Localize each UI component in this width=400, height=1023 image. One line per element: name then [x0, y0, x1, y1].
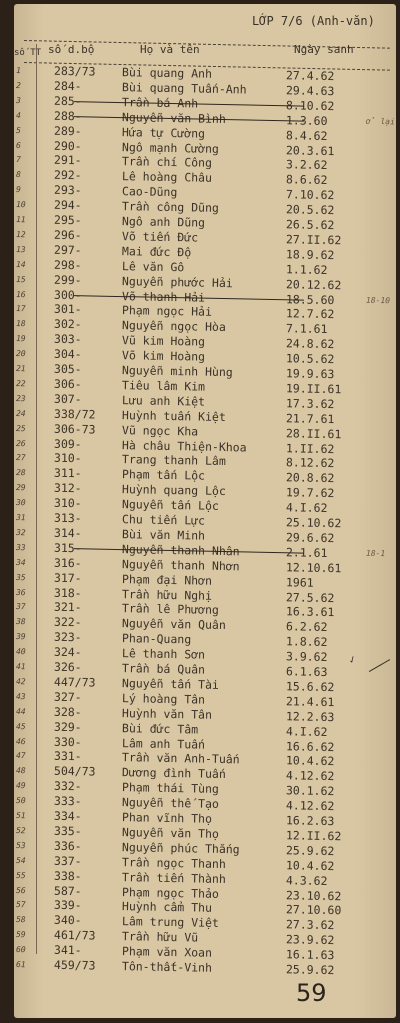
student-name: Mai đức Độ [121, 243, 192, 260]
row-number: 40 [15, 647, 26, 657]
registry-number: 335- [53, 823, 82, 839]
birth-date: 17.3.62 [285, 396, 335, 411]
registry-number: 301- [53, 302, 82, 317]
row-number: 47 [15, 751, 26, 761]
registry-number: 332- [53, 778, 82, 794]
student-name: Nguyễn văn Quân [121, 616, 226, 633]
registry-number: 326- [53, 659, 82, 675]
row-number: 22 [15, 378, 26, 389]
student-name: Hà châu Thiện-Khoa [121, 437, 247, 454]
row-number: 61 [15, 960, 26, 970]
registry-number: 309- [53, 436, 82, 451]
registry-number: 322- [53, 615, 82, 630]
birth-date: 28.II.61 [285, 425, 342, 441]
student-name: Phan-Quang [121, 631, 192, 647]
row-number: 21 [15, 364, 26, 374]
student-name: Phạm ngọc Hải [121, 303, 213, 320]
registry-number: 288- [53, 108, 82, 123]
student-name: Tiêu lâm Kim [121, 377, 206, 394]
registry-number: 299- [53, 272, 82, 287]
registry-number: 306-73 [53, 421, 96, 437]
row-number: 58 [15, 915, 26, 925]
class-roster-page [14, 4, 396, 1018]
student-name: Trần bá Anh [121, 94, 199, 111]
student-name: Huỳnh cẩm Thu [121, 899, 213, 916]
student-name: Lâm anh Tuấn [121, 735, 206, 752]
row-number: 49 [15, 781, 26, 791]
row-number: 16 [15, 289, 26, 299]
student-name: Lâm trung Việt [121, 914, 220, 931]
row-number: 36 [15, 587, 26, 597]
birth-date: 27.4.62 [285, 68, 335, 84]
registry-number: 303- [53, 331, 82, 347]
birth-date: 27.5.62 [285, 589, 335, 605]
student-name: Nguyễn tấn Tài [121, 675, 220, 692]
row-number: 41 [15, 662, 26, 672]
row-number: 48 [15, 766, 26, 776]
birth-date: 27.II.62 [285, 232, 342, 248]
registry-number: 333- [53, 793, 82, 809]
row-number: 34 [15, 557, 26, 567]
registry-number: 334- [53, 808, 82, 824]
student-name: Lý hoàng Tân [121, 690, 206, 707]
student-name: Huỳnh quang Lộc [121, 482, 226, 499]
registry-number: 285- [53, 93, 82, 109]
student-name: Bùi đức Tâm [121, 720, 199, 737]
registry-number: 323- [53, 629, 82, 645]
row-number: 15 [15, 274, 26, 284]
birth-date: 4.I.62 [285, 723, 328, 739]
student-name: Nguyễn tấn Lộc [121, 497, 220, 514]
row-number: 17 [15, 304, 26, 314]
birth-date: 23.10.62 [285, 887, 342, 903]
row-number: 27 [15, 453, 26, 463]
birth-date: 21.7.61 [285, 410, 335, 426]
birth-date: 27.3.62 [285, 917, 335, 933]
birth-date: 27.10.60 [285, 902, 342, 918]
column-header-so-dbo: số d.bộ [48, 43, 95, 56]
registry-number: 302- [53, 317, 82, 332]
registry-number: 305- [53, 361, 82, 377]
row-number: 2 [15, 80, 21, 91]
handwritten-tick-mark: ✓ [346, 652, 359, 667]
registry-number: 310- [53, 495, 82, 511]
birth-date: 20.5.62 [285, 202, 335, 218]
row-number: 6 [15, 140, 21, 150]
registry-number: 298- [53, 257, 82, 272]
registry-number: 338- [53, 868, 82, 883]
row-number: 10 [15, 200, 26, 210]
birth-date: 29.6.62 [285, 530, 335, 546]
registry-number: 324- [53, 644, 82, 660]
student-name: Tôn-thất-Vinh [121, 959, 213, 975]
birth-date: 6.1.63 [285, 664, 328, 680]
row-number: 55 [15, 870, 26, 880]
student-name: Nguyễn thanh Nhơn [121, 556, 240, 574]
row-number: 28 [15, 468, 26, 478]
birth-date: 25.9.62 [285, 962, 335, 978]
student-name: Phạm đại Nhơn [121, 571, 213, 588]
student-name: Lê thanh Sơn [121, 646, 206, 662]
registry-number: 293- [53, 182, 82, 198]
student-name: Huỳnh văn Tân [121, 705, 213, 722]
student-name: Nguyễn thế Tạo [121, 795, 220, 812]
row-number: 39 [15, 632, 26, 642]
student-name: Trần tiến Thành [121, 869, 226, 886]
birth-date: 16.6.62 [285, 738, 335, 754]
student-name: Nguyễn phúc Thắng [121, 839, 240, 857]
student-name: Võ thanh Hải [121, 288, 206, 305]
registry-number: 306- [53, 376, 82, 392]
birth-date: 19.9.63 [285, 366, 335, 382]
registry-number: 296- [53, 227, 82, 243]
row-number: 50 [15, 796, 26, 806]
student-name: Trần văn Anh-Tuấn [121, 750, 240, 767]
row-number: 30 [15, 498, 26, 508]
student-name: Phạm ngọc Thảo [121, 884, 220, 901]
row-number: 5 [15, 125, 21, 135]
registry-number: 338/72 [53, 406, 96, 422]
birth-date: 10.5.62 [285, 351, 335, 367]
registry-number: 315- [53, 540, 82, 556]
row-number: 18 [15, 319, 26, 329]
row-number: 42 [15, 676, 26, 687]
student-name: Nguyễn ngọc Hòa [121, 318, 226, 335]
student-name: Lưu anh Kiệt [121, 392, 206, 409]
birth-date: 3.2.62 [285, 157, 328, 173]
column-header-ho-ten: Họ và tên [140, 43, 200, 56]
registry-number: 321- [53, 600, 82, 615]
row-number: 3 [15, 95, 21, 105]
student-name: Nguyễn văn Bình [121, 109, 226, 126]
birth-date: 25.10.62 [285, 515, 342, 531]
row-number: 7 [15, 155, 21, 165]
birth-date: 8.12.62 [285, 455, 335, 471]
row-number: 13 [15, 244, 26, 255]
row-number: 59 [15, 930, 26, 940]
student-name: Võ tiến Đức [121, 228, 199, 245]
registry-number: 459/73 [53, 957, 96, 973]
birth-date: 8.10.62 [285, 98, 335, 113]
birth-date: 20.8.62 [285, 470, 335, 486]
page-title: LỚP 7/6 (Anh-văn) [252, 14, 375, 28]
birth-date: 26.5.62 [285, 217, 335, 233]
student-name: Ngô mạnh Cường [121, 139, 220, 156]
birth-date: 19.7.62 [285, 485, 335, 501]
row-number: 44 [15, 706, 26, 716]
column-header-stt: số TT [14, 48, 42, 58]
row-number: 9 [15, 185, 21, 195]
registry-number: 284- [53, 78, 82, 94]
birth-date: 1.3.60 [285, 112, 328, 128]
registry-number: 336- [53, 838, 82, 854]
birth-date: 20.3.61 [285, 142, 335, 158]
registry-number: 316- [53, 555, 82, 570]
row-number: 37 [15, 602, 26, 612]
page-number: 59 [296, 979, 327, 1007]
birth-date: 12.2.63 [285, 708, 335, 724]
registry-number: 331- [53, 749, 82, 764]
student-name: Trần bá Quân [121, 661, 206, 677]
column-header-ngay-sanh: Ngày sanh [294, 43, 354, 56]
student-name: Phạm tấn Lộc [121, 467, 206, 483]
student-name: Võ kim Hoàng [121, 348, 206, 364]
registry-number: 313- [53, 510, 82, 526]
row-number: 29 [15, 483, 26, 493]
row-number: 33 [15, 542, 26, 553]
registry-number: 341- [53, 942, 82, 958]
registry-number: 328- [53, 704, 82, 719]
row-number: 35 [15, 572, 26, 582]
registry-number: 291- [53, 153, 82, 168]
student-name: Phan vĩnh Thọ [121, 810, 213, 826]
registry-number: 337- [53, 853, 82, 868]
registry-number: 340- [53, 913, 82, 928]
student-name: Vũ ngọc Kha [121, 422, 199, 439]
registry-number: 289- [53, 123, 82, 138]
birth-date: 16.2.63 [285, 813, 335, 829]
student-name: Dương đình Tuấn [121, 765, 226, 782]
row-number: 52 [15, 825, 26, 836]
registry-number: 318- [53, 585, 82, 600]
birth-date: 1961 [285, 574, 314, 590]
student-name: Hứa tự Cường [121, 124, 206, 141]
row-number: 38 [15, 617, 26, 627]
student-name: Trần ngọc Thanh [121, 854, 226, 871]
registry-number: 300- [53, 287, 82, 302]
registry-number: 587- [53, 883, 82, 898]
margin-note: 18-10 [365, 295, 391, 305]
row-number: 14 [15, 259, 26, 269]
birth-date: 4.12.62 [285, 798, 335, 814]
margin-note: ở lại [365, 116, 395, 126]
student-name: Bùi quang Anh [121, 65, 213, 81]
registry-number: 310- [53, 451, 82, 466]
birth-date: 20.12.62 [285, 276, 342, 292]
row-number: 51 [15, 811, 26, 821]
student-name: Huỳnh tuấn Kiệt [121, 407, 226, 424]
birth-date: 29.4.63 [285, 83, 335, 99]
birth-date: 4.12.62 [285, 768, 335, 784]
birth-date: 12.7.62 [285, 306, 335, 322]
birth-date: 18.9.62 [285, 247, 335, 262]
birth-date: 3.9.62 [285, 649, 328, 665]
registry-number: 461/73 [53, 927, 96, 943]
student-name: Trần hữu Vũ [121, 929, 199, 945]
row-number: 1 [15, 66, 21, 76]
registry-number: 311- [53, 466, 82, 481]
row-number: 46 [15, 736, 26, 746]
birth-date: 6.2.62 [285, 619, 328, 635]
registry-number: 292- [53, 168, 82, 183]
registry-number: 504/73 [53, 764, 96, 779]
birth-date: 16.1.63 [285, 947, 335, 963]
row-number: 11 [15, 215, 26, 225]
student-name: Trần hữu Nghị [121, 586, 213, 603]
birth-date: 2.1.61 [285, 545, 328, 560]
birth-date: 8.6.62 [285, 172, 328, 188]
student-name: Cao-Dũng [121, 184, 178, 200]
birth-date: 24.8.62 [285, 336, 335, 352]
registry-number: 290- [53, 138, 82, 153]
registry-number: 297- [53, 242, 82, 258]
student-name: Trần chí Công [121, 154, 213, 171]
birth-date: 10.4.62 [285, 753, 335, 769]
birth-date: 25.9.62 [285, 843, 335, 858]
row-number: 19 [15, 334, 26, 344]
birth-date: 21.4.61 [285, 694, 335, 709]
row-number: 8 [15, 170, 21, 180]
student-name: Nguyễn thanh Nhân [121, 541, 240, 559]
student-name: Bùi văn Minh [121, 526, 206, 543]
registry-number: 304- [53, 346, 82, 362]
row-number: 31 [15, 513, 26, 523]
student-name: Trần lê Phương [121, 601, 220, 618]
student-name: Trang thanh Lâm [121, 452, 226, 469]
row-number: 24 [15, 408, 26, 418]
student-name: Trần công Dũng [121, 199, 220, 216]
student-name: Lê văn Gô [121, 258, 185, 274]
row-number: 23 [15, 393, 26, 404]
birth-date: 23.9.62 [285, 932, 335, 948]
registry-number: 330- [53, 734, 82, 749]
birth-date: 19.II.61 [285, 381, 342, 397]
student-name: Nguyễn văn Thọ [121, 824, 220, 841]
student-name: Lê hoàng Châu [121, 169, 213, 186]
registry-number: 317- [53, 570, 82, 585]
registry-number: 312- [53, 480, 82, 496]
birth-date: 4.I.62 [285, 500, 328, 516]
student-name: Vũ kim Hoàng [121, 333, 206, 349]
student-name: Nguyễn phước Hải [121, 273, 233, 290]
registry-number: 294- [53, 197, 82, 213]
birth-date: 15.6.62 [285, 679, 335, 695]
row-number: 32 [15, 527, 26, 538]
student-name: Phạm văn Xoan [121, 944, 213, 960]
row-number: 60 [15, 945, 26, 955]
registry-number: 314- [53, 525, 82, 541]
birth-date: 12.10.61 [285, 559, 342, 575]
row-number: 53 [15, 840, 26, 851]
birth-date: 16.3.61 [285, 604, 335, 620]
birth-date: 10.4.62 [285, 857, 335, 873]
birth-date: 30.1.62 [285, 783, 335, 799]
student-name: Ngô anh Dũng [121, 214, 206, 230]
registry-number: 329- [53, 719, 82, 734]
row-number: 43 [15, 691, 26, 702]
student-name: Nguyễn minh Hùng [121, 363, 233, 380]
student-name: Bùi quang Tuấn-Anh [121, 79, 247, 97]
registry-number: 307- [53, 391, 82, 407]
student-name: Phạm thái Tùng [121, 780, 220, 797]
birth-date: 18.5.60 [285, 291, 335, 307]
birth-date: 12.II.62 [285, 828, 342, 844]
student-name: Chu tiến Lực [121, 512, 206, 528]
row-number: 45 [15, 721, 26, 731]
margin-note: 18-1 [365, 548, 386, 558]
row-number: 4 [15, 110, 21, 120]
registry-number: 295- [53, 212, 82, 228]
birth-date: 1.1.62 [285, 261, 328, 277]
row-number: 20 [15, 349, 26, 359]
row-number: 57 [15, 900, 26, 910]
birth-date: 4.3.62 [285, 872, 328, 888]
registry-number: 447/73 [53, 674, 96, 690]
birth-date: 1.8.62 [285, 634, 328, 650]
row-number: 26 [15, 438, 26, 448]
registry-number: 327- [53, 689, 82, 705]
row-number: 54 [15, 855, 26, 865]
birth-date: 7.10.62 [285, 187, 335, 203]
row-number: 12 [15, 229, 26, 240]
row-number: 56 [15, 885, 26, 895]
birth-date: 8.4.62 [285, 127, 328, 143]
row-number: 25 [15, 423, 26, 433]
birth-date: 7.1.61 [285, 321, 328, 337]
registry-number: 283/73 [53, 63, 96, 79]
registry-number: 339- [53, 898, 82, 913]
birth-date: 1.II.62 [285, 440, 335, 456]
